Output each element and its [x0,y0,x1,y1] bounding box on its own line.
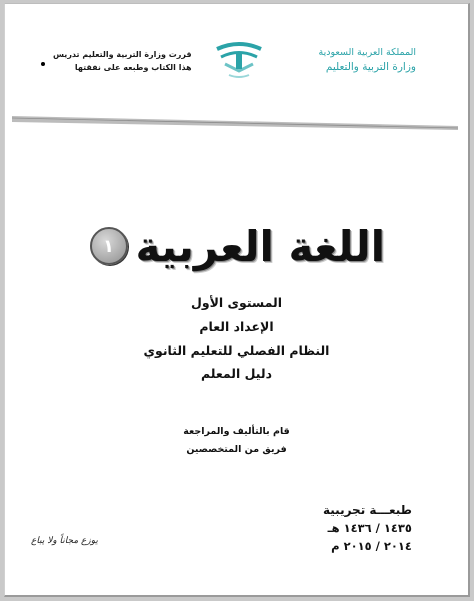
book-logo-icon [207,37,271,83]
header-separator [12,112,458,134]
level-label: المستوى الأول [190,295,283,310]
book-title-text: اللغة العربية [135,221,385,271]
decree-line-1: قررت وزارة التربية والتعليم تدريس [53,50,192,59]
edition-info [323,501,412,555]
cover-page [4,3,470,597]
general-prep-label: الإعداد العام [199,319,274,334]
bullet-dot [41,62,45,66]
gregorian-year: ٢٠١٤ / ٢٠١٥ م [331,539,412,553]
edition-type: طبعـــة تجريبية [323,503,412,517]
ministry-header [319,46,416,74]
free-distribution-note: يوزع مجاناً ولا يباع [31,536,98,546]
guide-label: دليل المعلم [200,366,273,381]
authors-line: قام بالتأليف والمراجعة [183,426,290,437]
ministry-logo [207,37,271,83]
team-line: فريق من المتخصصين [186,444,287,455]
ministry-name: وزارة التربية والتعليم [325,61,416,73]
decree-note [53,48,192,74]
decree-line-2: هذا الكتاب وطبعه على نفقتها [74,63,192,72]
hijri-year: ١٤٣٥ / ١٤٣٦ هـ [327,521,412,535]
part-number-badge: ١ [90,227,128,265]
system-label: النظام الفصلي للتعليم الثانوي [143,343,330,358]
kingdom-name: المملكة العربية السعودية [318,47,416,58]
book-title [65,216,385,276]
